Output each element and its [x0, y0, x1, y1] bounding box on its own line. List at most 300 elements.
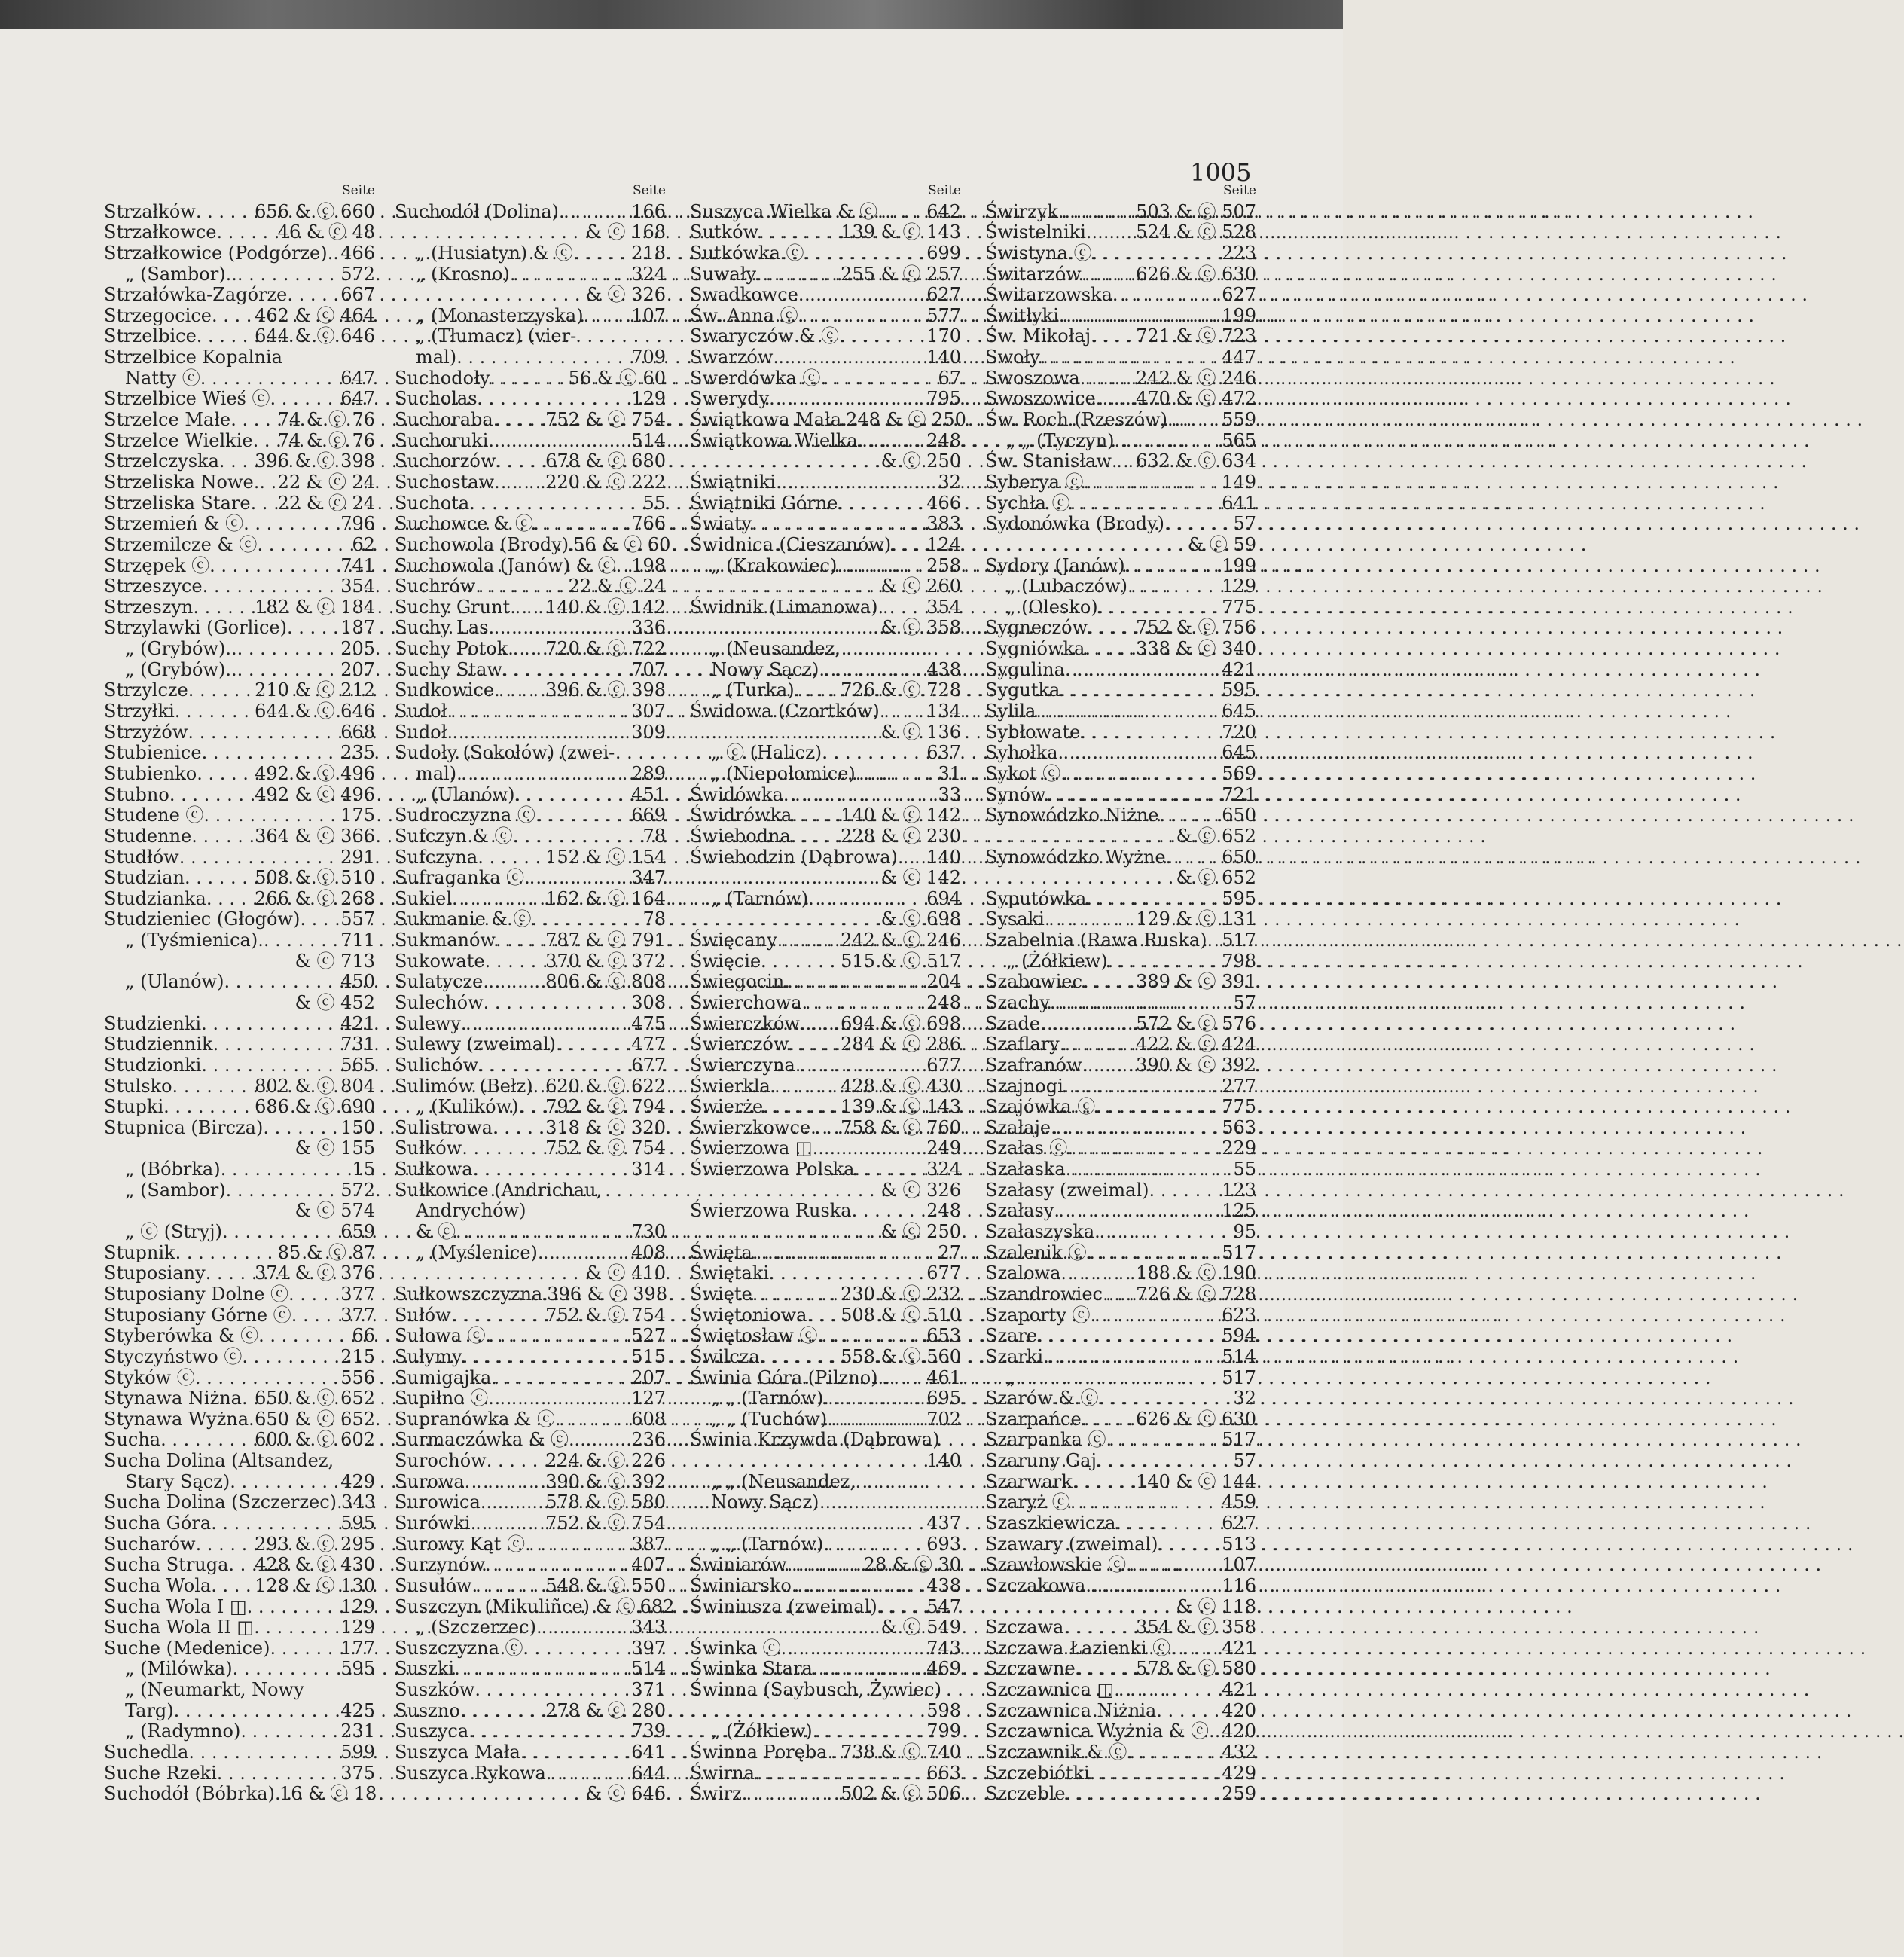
leader-dots: [792, 805, 841, 826]
leader-dots: [197, 326, 255, 347]
entry-name: Świebodzin (Dąbrowa): [690, 846, 898, 868]
index-entry: [104, 1576, 375, 1597]
index-entry: [690, 431, 961, 452]
index-entry: [395, 826, 666, 847]
leader-dots: [197, 764, 255, 785]
entry-page: 513: [1222, 1533, 1256, 1555]
entry-page: 124: [926, 533, 961, 555]
entry-page: 354 & ⓒ 358: [1136, 1617, 1256, 1638]
entry-name: „ (Szczerzec): [416, 1617, 536, 1638]
entry-name: Sybłowate: [985, 721, 1081, 743]
leader-dots: [1092, 243, 1222, 264]
entry-page: 739: [631, 1720, 666, 1742]
entry-name: Sudoł: [395, 701, 447, 722]
entry-name: Świrzyk: [985, 200, 1058, 222]
index-entry: [104, 410, 375, 431]
entry-page: 806 & ⓒ 808: [545, 971, 666, 993]
entry-name: Suchy Grunt: [395, 596, 511, 618]
index-entry: [395, 1409, 666, 1430]
index-entry: [985, 306, 1256, 327]
entry-page: 514: [631, 429, 666, 451]
leader-dots: [559, 202, 631, 223]
entry-name: Surówki: [395, 1513, 471, 1534]
entry-page: 787 & ⓒ 791: [545, 930, 666, 951]
entry-name: Sudoł: [395, 721, 447, 743]
index-entry: [395, 347, 666, 368]
leader-dots: [175, 1243, 278, 1264]
index-entry: [395, 1576, 666, 1597]
index-entry: [690, 1721, 961, 1742]
entry-name: Strzelbice: [104, 325, 197, 347]
index-entry: [395, 764, 666, 785]
index-entry: [395, 743, 666, 764]
entry-page: 731: [340, 1033, 375, 1055]
index-entry: [395, 1513, 666, 1534]
entry-name: Suchoraba: [395, 409, 493, 431]
index-entry: [104, 431, 375, 452]
index-entry: [104, 701, 375, 722]
leader-dots: [270, 389, 340, 410]
index-entry: [985, 1388, 1256, 1409]
leader-dots: [456, 764, 631, 785]
entry-page: 32: [938, 471, 961, 493]
entry-page: 307: [631, 701, 666, 722]
index-entry: [104, 1055, 375, 1076]
leader-dots: [1086, 222, 1136, 243]
entry-name: Strzeszyce: [104, 575, 203, 597]
entry-name: Sydonówka (Brody): [985, 513, 1164, 535]
entry-page: 693: [926, 1533, 961, 1555]
index-entry: [690, 722, 961, 743]
index-entry: [104, 1721, 375, 1742]
entry-page: 425: [340, 1699, 375, 1721]
entry-page: 577: [926, 304, 961, 326]
entry-name: Suchota: [395, 492, 470, 514]
entry-name: Szachy: [985, 991, 1050, 1013]
leader-dots: [488, 431, 631, 452]
entry-page: 641: [1222, 492, 1256, 514]
index-entry: [104, 1118, 375, 1139]
index-entry: [690, 743, 961, 764]
entry-name: Sułkowa: [395, 1159, 473, 1180]
entry-name: Świnka Stara: [690, 1658, 813, 1680]
leader-dots: [485, 1555, 631, 1576]
entry-page: & ⓒ 652: [1176, 867, 1256, 889]
index-entry: [985, 1492, 1256, 1513]
index-entry: [690, 1492, 961, 1513]
entry-name: Świerczków: [690, 1012, 800, 1034]
leader-dots: [584, 306, 632, 327]
entry-name: Sułów: [395, 1304, 451, 1326]
entry-name: Świrna: [690, 1762, 755, 1784]
entry-page: 248 & ⓒ 250: [846, 409, 966, 431]
entry-page: 644 & ⓒ 646: [255, 325, 375, 347]
entry-name: Syputówka: [985, 887, 1087, 909]
entry-page: 695: [926, 1388, 961, 1409]
entry-page: 565: [340, 1054, 375, 1076]
entry-name: Sufczyn & ⓒ: [395, 825, 513, 847]
index-entry: [985, 1305, 1256, 1327]
leader-dots: [447, 722, 632, 743]
entry-name: Susułów: [395, 1574, 472, 1596]
index-entry: [395, 1472, 666, 1493]
entry-name: Sukmanów: [395, 930, 496, 951]
index-entry: [690, 826, 961, 847]
leader-dots: [1164, 514, 1234, 535]
entry-name: „ „ (Tarnów): [711, 1533, 824, 1555]
entry-page: 752 & ⓒ 754: [545, 1513, 666, 1534]
entry-page: 752 & ⓒ 756: [1136, 617, 1256, 639]
leader-dots: [802, 993, 927, 1014]
entry-page: 377: [340, 1283, 375, 1305]
leader-dots: [471, 1576, 545, 1597]
leader-dots: [813, 1721, 927, 1742]
leader-dots: [259, 472, 277, 493]
entry-name: Sukiel: [395, 887, 452, 909]
index-entry: [395, 847, 666, 869]
entry-page: 598: [926, 1699, 961, 1721]
entry-page: 62: [352, 533, 375, 555]
entry-page: 569: [1222, 762, 1256, 784]
index-entry: [690, 618, 961, 639]
index-entry: [690, 639, 961, 660]
entry-name: Studzianka: [104, 887, 206, 909]
index-entry: [985, 514, 1256, 535]
leader-dots: [519, 1097, 546, 1118]
entry-name: Strzyłki: [104, 701, 175, 722]
index-entry: [985, 951, 1256, 972]
leader-dots: [230, 1472, 340, 1493]
leader-dots: [249, 1409, 255, 1430]
entry-page: 127: [631, 1388, 666, 1409]
scan-top-edge: [0, 0, 1343, 29]
entry-name: Sulewy (zweimal): [395, 1033, 557, 1055]
index-column-3: [690, 181, 966, 1805]
entry-name: Świerczyna: [690, 1054, 795, 1076]
leader-dots: [1070, 493, 1222, 514]
entry-name: Stubienko: [104, 762, 197, 784]
index-entry: [690, 889, 961, 910]
entry-page: 27: [938, 1241, 961, 1263]
entry-page: 56 & ⓒ 60: [568, 367, 666, 389]
leader-dots: [478, 389, 632, 410]
index-entry: [690, 1701, 961, 1722]
leader-dots: [175, 701, 255, 722]
leader-dots: [1207, 930, 1222, 951]
entry-name: Szczawa: [985, 1617, 1064, 1638]
index-entry: [690, 1326, 961, 1347]
index-entry: [985, 1576, 1256, 1597]
index-entry: [395, 472, 666, 493]
index-entry: [395, 1222, 666, 1243]
entry-page: 421: [1222, 1679, 1256, 1701]
index-entry: [985, 1118, 1256, 1139]
entry-page: 338 & ⓒ 340: [1136, 638, 1256, 660]
entry-name: Szczawnik & ⓒ: [985, 1742, 1127, 1763]
leader-dots: [808, 889, 926, 910]
index-entry: [395, 264, 666, 285]
leader-dots: [469, 493, 642, 514]
entry-name: Szałasy (zweimal): [985, 1179, 1149, 1201]
entry-page: 626 & ⓒ 630: [1136, 263, 1256, 285]
leader-dots: [752, 514, 926, 535]
entry-name: Sychła ⓒ: [985, 492, 1070, 514]
index-entry: [104, 1513, 375, 1534]
entry-page: 32: [1233, 1388, 1256, 1409]
leader-dots: [1088, 618, 1136, 639]
index-entry: [690, 1638, 961, 1659]
index-entry: [985, 826, 1256, 847]
index-entry: [985, 556, 1256, 577]
entry-page: 438: [926, 1574, 961, 1596]
entry-name: Święta: [690, 1241, 752, 1263]
entry-name: Supiłno ⓒ: [395, 1388, 489, 1409]
index-entry: [104, 868, 375, 889]
index-entry: [985, 1513, 1256, 1534]
entry-name: Św. Mikołaj: [985, 325, 1091, 347]
entry-name: Strzelce Małe: [104, 409, 231, 431]
entry-page: 390 & ⓒ 392: [1136, 1054, 1256, 1076]
leader-dots: [1108, 951, 1222, 972]
entry-page: & ⓒ 646: [585, 1783, 666, 1805]
entry-name: Swadkowce: [690, 284, 798, 306]
entry-name: Strzemilcze & ⓒ: [104, 533, 258, 555]
index-entry: [690, 680, 961, 701]
entry-page: 198: [631, 554, 666, 576]
entry-page: 397: [631, 1637, 666, 1659]
entry-name: Sułymy: [395, 1345, 462, 1367]
leader-dots: [462, 1138, 545, 1159]
index-entry: [104, 1617, 375, 1638]
index-entry: [690, 1243, 961, 1264]
entry-page: 407: [631, 1554, 666, 1576]
leader-dots: [878, 1368, 927, 1389]
leader-dots: [514, 785, 631, 806]
entry-page: 55: [642, 492, 666, 514]
entry-name: „ (Kulików): [416, 1096, 519, 1118]
index-entry: [395, 368, 666, 389]
entry-page: 669: [631, 804, 666, 826]
entry-name: Styberówka & ⓒ: [104, 1325, 259, 1347]
index-entry: [985, 1076, 1256, 1098]
index-entry: [690, 868, 961, 889]
entry-name: Sufczyna: [395, 846, 478, 868]
leader-dots: [242, 1347, 340, 1368]
index-entry: [690, 701, 961, 722]
leader-dots: [1051, 1118, 1222, 1139]
entry-page: 258: [926, 554, 961, 576]
index-entry: [985, 1472, 1256, 1493]
entry-page: 139 & ⓒ 143: [841, 221, 961, 243]
entry-name: Szabelnia (Rawa Ruska): [985, 930, 1207, 951]
entry-page: 205: [340, 638, 375, 660]
index-entry: [395, 1701, 666, 1722]
index-entry: [104, 1347, 375, 1368]
leader-dots: [216, 222, 277, 243]
index-entry: [395, 1534, 666, 1556]
index-entry: [104, 1138, 375, 1159]
entry-page: & ⓒ 260: [880, 575, 961, 597]
entry-name: Sułków: [395, 1137, 462, 1159]
leader-dots: [800, 1014, 841, 1035]
entry-name: Stuposiany: [104, 1262, 206, 1284]
entry-name: „ (Husiatyn) & ⓒ: [416, 242, 573, 264]
index-entry: [395, 576, 666, 597]
index-entry: [104, 951, 375, 972]
leader-dots: [776, 472, 938, 493]
index-entry: [395, 1388, 666, 1409]
index-entry: [690, 1409, 961, 1430]
leader-dots: [573, 243, 631, 264]
entry-name: „ (Sambor): [125, 1179, 226, 1201]
entry-page: 235: [340, 742, 375, 764]
leader-dots: [237, 660, 341, 681]
leader-dots: [1045, 909, 1136, 930]
leader-dots: [242, 1388, 255, 1409]
index-entry: [104, 847, 375, 869]
leader-dots: [196, 1534, 255, 1556]
entry-page: 667: [340, 284, 375, 306]
index-entry: [395, 1368, 666, 1389]
index-entry: [690, 1014, 961, 1035]
entry-page: 231: [340, 1720, 375, 1742]
entry-name: Strzeliska Stare: [104, 492, 251, 514]
leader-dots: [237, 264, 340, 285]
index-entry: [395, 1034, 666, 1055]
entry-name: Sucha Dolina (Altsandez,: [104, 1450, 334, 1472]
entry-page: 627: [926, 284, 961, 306]
leader-dots: [163, 1097, 255, 1118]
entry-page: & ⓒ 142: [880, 867, 961, 889]
leader-dots: [233, 1659, 341, 1680]
leader-dots: [555, 1409, 631, 1430]
entry-page: 371: [631, 1679, 666, 1701]
index-entry: [690, 972, 961, 993]
entry-page: 223: [1222, 242, 1256, 264]
leader-dots: [1065, 660, 1222, 681]
index-entry: [690, 1388, 961, 1409]
entry-name: Sułowa ⓒ: [395, 1325, 486, 1347]
entry-name: „ „ (Tuchów): [711, 1408, 828, 1430]
leader-dots: [1073, 1472, 1136, 1493]
entry-name: Świniusza (zweimal): [690, 1595, 877, 1617]
index-entry: [985, 535, 1256, 556]
entry-name: Świerże: [690, 1096, 764, 1118]
entry-name: Suszyca Rykowa: [395, 1762, 546, 1784]
seite-header: Seite: [927, 183, 961, 198]
index-entry: [104, 1597, 375, 1618]
entry-page: 74 & ⓒ 76: [277, 409, 375, 431]
entry-page: 792 & ⓒ 794: [545, 1096, 666, 1118]
entry-page: 682: [639, 1595, 675, 1617]
leader-dots: [798, 285, 926, 306]
leader-dots: [454, 1659, 631, 1680]
index-entry: [395, 389, 666, 410]
entry-page: 642: [926, 200, 961, 222]
page-number: 1005: [1190, 158, 1252, 187]
leader-dots: [1156, 1701, 1222, 1722]
index-entry: [395, 1451, 666, 1472]
leader-dots: [769, 1263, 926, 1284]
index-entry: [104, 556, 375, 577]
entry-name: Świątkowa Mała: [690, 409, 842, 431]
entry-name: Szajnogi: [985, 1075, 1063, 1097]
leader-dots: [1080, 368, 1136, 389]
index-entry: [104, 1284, 375, 1305]
index-entry: [985, 1055, 1256, 1076]
entry-name: Nowy Sącz): [711, 1491, 819, 1513]
index-entry: [395, 1284, 666, 1305]
entry-name: Szałaje: [985, 1116, 1051, 1138]
leader-dots: [172, 1076, 255, 1098]
entry-page: 726 & ⓒ 728: [1136, 1283, 1256, 1305]
entry-name: Suchedla: [104, 1742, 189, 1763]
seite-header: Seite: [341, 183, 375, 198]
leader-dots: [188, 722, 340, 743]
entry-page: 128 & ⓒ 130: [255, 1574, 375, 1596]
entry-page: 650 & ⓒ 652: [255, 1408, 375, 1430]
entry-page: 228 & ⓒ 230: [841, 825, 961, 847]
entry-page: 140 & ⓒ 142: [545, 596, 666, 618]
index-entry: [690, 1784, 961, 1805]
leader-dots: [878, 597, 927, 618]
index-entry: [985, 889, 1256, 910]
entry-page: 462 & ⓒ 464: [255, 304, 375, 326]
index-entry: [690, 597, 961, 618]
index-entry: [104, 1555, 375, 1576]
leader-dots: [287, 618, 340, 639]
entry-page: 572 & ⓒ 576: [1136, 1012, 1256, 1034]
entry-name: Sylila: [985, 701, 1036, 722]
entry-name: Świdrówka: [690, 804, 792, 826]
index-entry: [395, 1784, 666, 1805]
index-entry: [395, 1430, 666, 1451]
leader-dots: [781, 1638, 927, 1659]
entry-name: Świniarów: [690, 1554, 787, 1576]
entry-name: Surzynów: [395, 1554, 486, 1576]
index-entry: [104, 1076, 375, 1098]
entry-page: 608: [631, 1408, 666, 1430]
entry-name: Świątniki Górne: [690, 492, 838, 514]
entry-name: Natty ⓒ: [125, 367, 200, 389]
entry-page: 627: [1222, 284, 1256, 306]
leader-dots: [510, 597, 545, 618]
leader-dots: [1080, 722, 1222, 743]
index-entry: [690, 514, 961, 535]
entry-page: & ⓒ 250: [880, 1221, 961, 1243]
entry-page: 694 & ⓒ 698: [841, 1012, 961, 1034]
leader-dots: [804, 243, 927, 264]
index-column-1: [104, 181, 375, 1805]
entry-name: Szczawnica Wyżnia & ⓒ: [985, 1720, 1209, 1742]
index-entry: [395, 1721, 666, 1742]
leader-dots: [258, 1326, 352, 1347]
index-entry: [395, 1347, 666, 1368]
index-entry: [104, 805, 375, 826]
leader-dots: [508, 639, 545, 660]
index-entry: [690, 1617, 961, 1638]
entry-name: Sukowate: [395, 950, 485, 972]
entry-name: Świlcza: [690, 1345, 760, 1367]
entry-page: 694: [926, 887, 961, 909]
entry-name: Sułkowszczyzna: [395, 1283, 543, 1305]
leader-dots: [1098, 597, 1222, 618]
entry-page: 347: [631, 867, 666, 889]
entry-name: Stupki: [104, 1096, 164, 1118]
index-entry: [104, 1451, 375, 1472]
entry-name: Św. Anna ⓒ: [690, 304, 798, 326]
entry-name: Sukmanie & ⓒ: [395, 908, 532, 930]
